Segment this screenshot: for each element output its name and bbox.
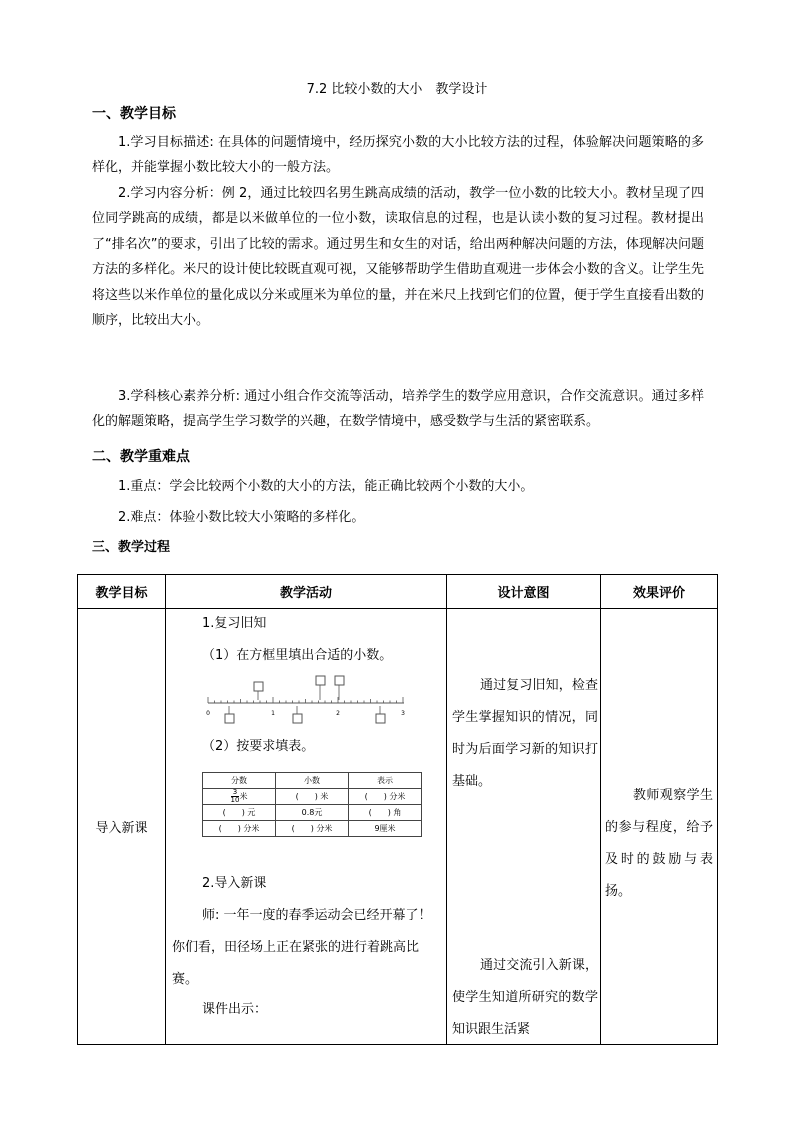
mini-cell: ( ) 分米 <box>276 821 349 837</box>
design-intent-1: 通过复习旧知，检查学生掌握知识的情况，同时为后面学习新的知识打基础。 <box>452 678 598 789</box>
section-heading-2: 二、教学重难点 <box>92 449 190 465</box>
paragraph-goal-1: 1.学习目标描述: 在具体的问题情境中，经历探究小数的大小比较方法的过程，体验解决问题策略的多样化，并能掌握小数比较大小的一般方法。 <box>92 135 704 176</box>
conversion-table <box>202 772 422 837</box>
mini-cell: 9厘米 <box>349 821 422 837</box>
mini-cell: $\frac{3}{10}$ 米 <box>203 789 276 805</box>
number-line-figure <box>200 672 410 728</box>
evaluation-text: 教师观察学生的参与程度，给予及时的鼓励与表扬。 <box>605 788 713 899</box>
mini-header-meaning: 表示 <box>349 773 422 789</box>
mini-cell: ( ) 分米 <box>203 821 276 837</box>
header-goal: 教学目标 <box>78 575 166 609</box>
design-intent-2: 通过交流引入新课，使学生知道所研究的数学知识跟生活紧 <box>452 958 598 1037</box>
activity-courseware: 课件出示： <box>202 1002 268 1017</box>
mini-cell: 0.8元 <box>276 805 349 821</box>
section-heading-1: 一、教学目标 <box>92 106 176 122</box>
ruler-label-1: 1 <box>271 710 275 717</box>
activity-fill-boxes: （1）在方框里填出合适的小数。 <box>202 648 393 663</box>
mini-header-fraction: 分数 <box>203 773 276 789</box>
header-activity: 教学活动 <box>166 575 447 609</box>
section-heading-3: 三、教学过程 <box>92 540 171 555</box>
header-evaluation: 效果评价 <box>601 575 718 609</box>
paragraph-goal-3: 3.学科核心素养分析: 通过小组合作交流等活动，培养学生的数学应用意识，合作交流意识。通过多样化的解题策略，提高学生学习数学的兴趣，在数学情境中，感受数学与生活的紧密联系。 <box>92 389 704 430</box>
goal-cell: 导入新课 <box>78 609 166 1045</box>
mini-cell: ( ) 分米 <box>349 789 422 805</box>
ruler-label-0: 0 <box>206 710 210 717</box>
mini-header-decimal: 小数 <box>276 773 349 789</box>
key-point-2: 2.难点：体验小数比较大小策略的多样化。 <box>118 510 365 525</box>
activity-review-heading: 1.复习旧知 <box>202 616 267 631</box>
mini-cell: ( ) 角 <box>349 805 422 821</box>
key-point-1: 1.重点：学会比较两个小数的大小的方法，能正确比较两个小数的大小。 <box>118 479 534 494</box>
fraction: $\frac{3}{10}$ <box>230 788 240 804</box>
activity-intro-heading: 2.导入新课 <box>202 876 267 891</box>
ruler-label-3: 3 <box>401 710 405 717</box>
ruler-label-2: 2 <box>336 710 340 717</box>
mini-cell: ( ) 元 <box>203 805 276 821</box>
mini-cell: ( ) 米 <box>276 789 349 805</box>
page-title: 7.2 比较小数的大小 教学设计 <box>306 82 488 97</box>
header-design: 设计意图 <box>447 575 601 609</box>
paragraph-goal-2: 2.学习内容分析：例 2，通过比较四名男生跳高成绩的活动，教学一位小数的比较大小。教材呈现了四位同学跳高的成绩，都是以米做单位的一位小数，读取信息的过程，也是认读小数的复习过程。教材提出了“排名次”的要求，引出了比较的需求。通过男生和女生的对话，给出两种解决问题的方法，体现解决问题方法的多样化。米尺的设计使比较既直观可视，又能够帮助学生借助直观进一步体会小数的含义。让学生先将这些以米作单位的量化成以分米或厘米为单位的量，并在米尺上找到它们的位置，便于学生直接看出数的顺序，比较出大小。 <box>92 186 704 329</box>
activity-teacher-speech: 师: 一年一度的春季运动会已经开幕了！你们看，田径场上正在紧张的进行着跳高比赛。 <box>172 908 432 987</box>
activity-fill-table: （2）按要求填表。 <box>202 739 315 754</box>
